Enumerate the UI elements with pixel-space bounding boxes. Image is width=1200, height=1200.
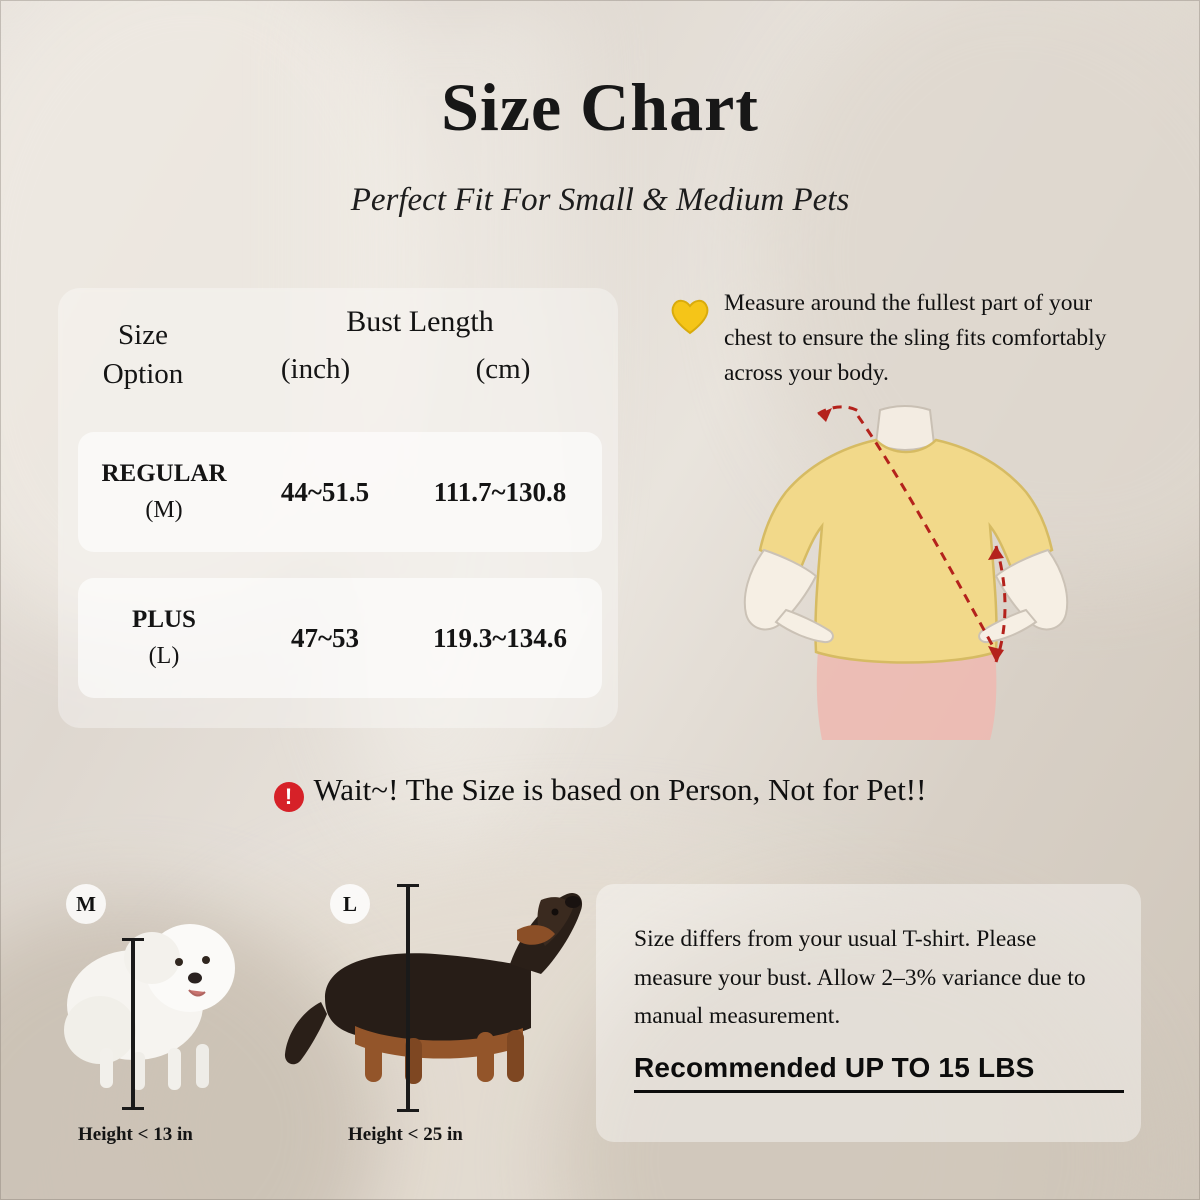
height-measure-line-l [406, 884, 410, 1112]
warning-line [0, 772, 1200, 812]
row-size-label: REGULAR [101, 460, 227, 488]
column-header-size-line2: Option [102, 358, 184, 390]
page-title: Size Chart [441, 69, 759, 145]
row-value-inch: 44~51.5 [280, 476, 370, 507]
page-subtitle: Perfect Fit For Small & Medium Pets [350, 182, 850, 218]
pet-height-caption-l: Height < 25 in [348, 1124, 463, 1145]
column-header-inch: (inch) [280, 353, 351, 386]
height-measure-line-m [131, 938, 135, 1110]
row-size-name [78, 602, 250, 673]
column-header-size-line1: Size [118, 318, 168, 351]
brown-dachshund-photo [255, 868, 585, 1118]
body-measurement-illustration [690, 400, 1120, 740]
row-value-inch: 47~53 [290, 622, 360, 653]
pet-size-badge-l: L [330, 884, 370, 924]
row-size-name [78, 456, 250, 527]
pet-size-badge-m: M [66, 884, 106, 924]
exclamation-icon: ! [274, 782, 304, 812]
row-value-cm: 119.3~134.6 [432, 622, 568, 653]
row-size-paren: (M) [145, 496, 183, 523]
pet-height-caption-m: Height < 13 in [78, 1124, 193, 1145]
heart-icon [668, 296, 712, 336]
table-row [78, 578, 602, 698]
table-row [78, 432, 602, 552]
note-text: Size differs from your usual T-shirt. Please measure your bust. Allow 2–3% variance due to manual measurement. [634, 926, 1086, 1030]
row-size-paren: (L) [148, 642, 180, 669]
column-header-bust-length: Bust Length [346, 305, 494, 338]
column-header-cm: (cm) [475, 353, 531, 386]
column-header-size-option [58, 316, 228, 394]
measure-tip-text: Measure around the fullest part of your chest to ensure the sling fits comfortably across your body. [724, 290, 1107, 386]
warning-text: Wait~! The Size is based on Person, Not for Pet!! [313, 772, 927, 807]
row-value-cm: 111.7~130.8 [433, 476, 567, 507]
size-table-header [58, 300, 618, 410]
recommendation-text: Recommended UP TO 15 LBS [634, 1052, 1124, 1093]
row-size-label: PLUS [132, 606, 196, 634]
